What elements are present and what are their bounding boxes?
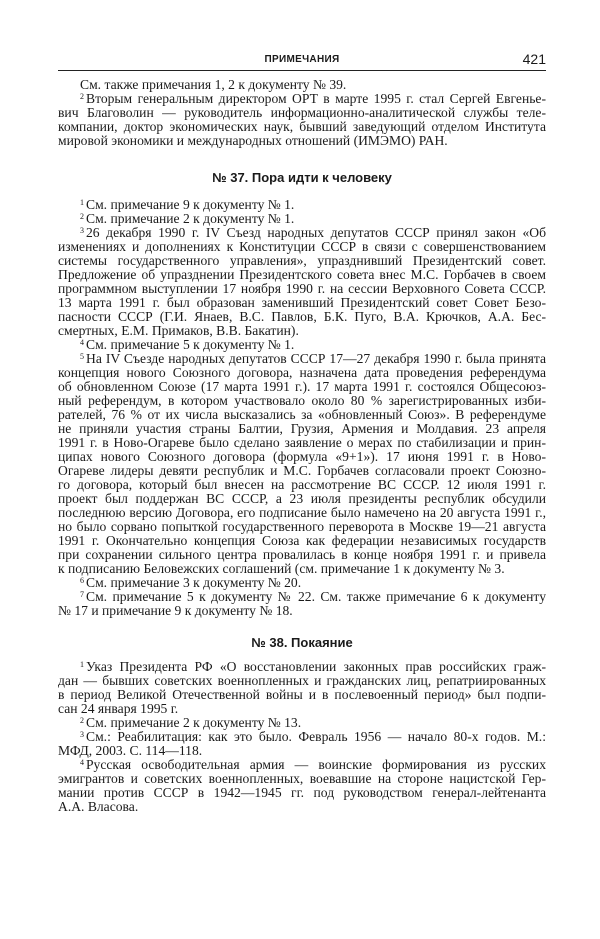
footnote-number: 2 bbox=[80, 212, 84, 221]
footnote-line bbox=[58, 730, 546, 744]
footnote-line bbox=[58, 296, 546, 310]
footnote-line bbox=[58, 744, 546, 758]
footnote-number: 2 bbox=[80, 92, 84, 101]
footnote bbox=[58, 92, 546, 148]
footnote-line bbox=[58, 394, 546, 408]
footnote-text: № 17 и примечание 9 к документу № 18. bbox=[58, 603, 293, 618]
footnote-text: Огареве лидеры девяти республик и М.С. Горбачев согласовали проект Союзно- bbox=[58, 463, 546, 478]
footnote-text: компании, доктор экономических наук, бывший заведующий отделом Института bbox=[58, 119, 546, 134]
page-number: 421 bbox=[522, 51, 546, 67]
running-title: ПРИМЕЧАНИЯ bbox=[264, 54, 340, 65]
footnote-text: А.А. Власова. bbox=[58, 799, 139, 814]
footnote-text: мании против СССР в 1942—1945 гг. под руководством генерал-лейтенанта bbox=[58, 785, 546, 800]
footnote-text: 1991 г. Окончательно концепция Союза как федерации независимых государств bbox=[58, 533, 546, 548]
footnote-text: эмигрантов и советских военнопленных, воевавшие на стороне нацистской Гер- bbox=[58, 771, 546, 786]
footnote-text: 26 декабря 1990 г. IV Съезд народных депутатов СССР принял закон «Об bbox=[86, 225, 546, 240]
footnote-text: сан 24 января 1995 г. bbox=[58, 701, 179, 716]
footnote-text: пасности СССР (Г.И. Янаев, В.С. Павлов, Б.К. Пуго, В.А. Крючков, А.А. Бес- bbox=[58, 309, 546, 324]
footnote-text: изменениях и дополнениях к Конституции СССР в связи с совершенствованием bbox=[58, 239, 546, 254]
footnote-line bbox=[58, 534, 546, 548]
footnote-text: мировой экономики и международных отношений (ИМЭМО) РАН. bbox=[58, 133, 448, 148]
footnote-text: См. примечание 5 к документу № 22. См. также примечание 6 к документу bbox=[86, 589, 546, 604]
footnote-text: концепция нового Союзного договора, назначена дата проведения референдума bbox=[58, 365, 546, 380]
footnote-text: См. примечание 2 к документу № 1. bbox=[86, 211, 295, 226]
footnote bbox=[58, 660, 546, 716]
footnote-line bbox=[58, 324, 546, 338]
footnote-text: не приняли участия страны Балтии, Грузия, Армения и Молдавия. 23 апреля bbox=[58, 421, 546, 436]
section-38-notes bbox=[58, 660, 546, 814]
footnote-line bbox=[58, 660, 546, 674]
footnote-line bbox=[58, 212, 546, 226]
footnote-line bbox=[58, 562, 546, 576]
footnote-line bbox=[58, 422, 546, 436]
footnote-text: 13 марта 1991 г. был образован заменивший Президентский совет Совет Безо- bbox=[58, 295, 546, 310]
footnote-number: 4 bbox=[80, 758, 84, 767]
footnote-text: Предложение об упразднении Президентского совета внес М.С. Горбачев в своем bbox=[58, 267, 546, 282]
footnote-text: См. также примечания 1, 2 к документу № 39. bbox=[80, 77, 347, 92]
footnote-line bbox=[58, 674, 546, 688]
footnote-text: ный референдум, в котором участвовало около 80 % зарегистрированных изби- bbox=[58, 393, 546, 408]
footnote-line bbox=[58, 78, 546, 92]
footnote-line bbox=[58, 758, 546, 772]
footnote-line bbox=[58, 478, 546, 492]
footnote-line bbox=[58, 338, 546, 352]
footnote-line bbox=[58, 134, 546, 148]
footnote bbox=[58, 78, 546, 92]
footnote-line bbox=[58, 92, 546, 106]
footnote-line bbox=[58, 590, 546, 604]
footnote-text: вич Благоволин — руководитель информационно-аналитической службы теле- bbox=[58, 105, 546, 120]
footnote-number: 1 bbox=[80, 198, 84, 207]
footnote-text: См. примечание 3 к документу № 20. bbox=[86, 575, 302, 590]
footnote-line bbox=[58, 366, 546, 380]
footnote-line bbox=[58, 352, 546, 366]
footnote bbox=[58, 758, 546, 814]
footnote-number: 4 bbox=[80, 338, 84, 347]
footnote-line bbox=[58, 408, 546, 422]
footnote-text: ципах нового Союзного договора (формула «9+1»). 17 июня 1991 г. в Ново- bbox=[58, 449, 546, 464]
footnote-line bbox=[58, 380, 546, 394]
footnote-line bbox=[58, 520, 546, 534]
footnote-line bbox=[58, 268, 546, 282]
footnote-text: Указ Президента РФ «О восстановлении законных прав российских граж- bbox=[86, 659, 546, 674]
footnote-line bbox=[58, 702, 546, 716]
footnote-text: Вторым генеральным директором ОРТ в марте 1995 г. стал Сергей Евгенье- bbox=[86, 91, 546, 106]
footnote-text: го договора, который был внесен на рассмотрение ВС СССР. 12 июля 1991 г. bbox=[58, 477, 546, 492]
footnote-text: На IV Съезде народных депутатов СССР 17—27 декабря 1990 г. была принята bbox=[86, 351, 546, 366]
footnote-text: системы государственного управления», упразднивший Президентский совет. bbox=[58, 253, 546, 268]
footnote-line bbox=[58, 226, 546, 240]
footnote-text: МФД, 2003. С. 114—118. bbox=[58, 743, 203, 758]
footnote-line bbox=[58, 604, 546, 618]
footnote-line bbox=[58, 506, 546, 520]
footnote-text: 1991 г. в Ново-Огареве было сделано заявление о мерах по стабилизации и прин- bbox=[58, 435, 546, 450]
footnote-text: См.: Реабилитация: как это было. Февраль 1956 — начало 80-х годов. М.: bbox=[86, 729, 546, 744]
footnote bbox=[58, 352, 546, 576]
footnote bbox=[58, 576, 546, 590]
footnote-line bbox=[58, 716, 546, 730]
running-header bbox=[58, 52, 546, 71]
footnote-line bbox=[58, 282, 546, 296]
footnote bbox=[58, 590, 546, 618]
footnote-number: 6 bbox=[80, 576, 84, 585]
footnote-line bbox=[58, 240, 546, 254]
footnote-text: дан — бывших советских военнопленных и гражданских лиц, репатриированных bbox=[58, 673, 546, 688]
footnote-text: программном выступлении 17 ноября 1990 г. на сессии Верховного Совета СССР. bbox=[58, 281, 546, 296]
footnote-text: смертных, Е.М. Примаков, В.В. Бакатин). bbox=[58, 323, 299, 338]
footnote-text: рателей, 76 % от их числа высказались за «обновленный Союз». В референдуме bbox=[58, 407, 546, 422]
footnote-text: в период Великой Отечественной войны и в послевоенный период» был подпи- bbox=[58, 687, 546, 702]
footnote-number: 3 bbox=[80, 226, 84, 235]
footnote-number: 3 bbox=[80, 730, 84, 739]
footnote-number: 5 bbox=[80, 352, 84, 361]
footnote-line bbox=[58, 254, 546, 268]
footnote-text: См. примечание 5 к документу № 1. bbox=[86, 337, 295, 352]
footnote-text: об обновленном Союзе (17 марта 1991 г.). 17 марта 1991 г. состоялся Общесоюз- bbox=[58, 379, 546, 394]
footnote-line bbox=[58, 786, 546, 800]
footnote-line bbox=[58, 688, 546, 702]
footnote bbox=[58, 198, 546, 212]
footnote-line bbox=[58, 464, 546, 478]
footnote bbox=[58, 226, 546, 338]
footnote-number: 2 bbox=[80, 716, 84, 725]
footnote-line bbox=[58, 772, 546, 786]
footnote-text: при сохранении сильного центра провалилась в конце ноября 1991 г. и привела bbox=[58, 547, 546, 562]
footnote-text: но было сорвано попыткой государственного переворота в Москве 19—21 августа bbox=[58, 519, 546, 534]
footnote-line bbox=[58, 492, 546, 506]
section-37-notes bbox=[58, 198, 546, 618]
footnote-text: к подписанию Беловежских соглашений (см. примечание 1 к документу № 3. bbox=[58, 561, 505, 576]
footnote-text: См. примечание 9 к документу № 1. bbox=[86, 197, 295, 212]
footnote-line bbox=[58, 436, 546, 450]
footnote bbox=[58, 338, 546, 352]
section-heading-38: № 38. Покаяние bbox=[251, 635, 353, 650]
footnote-line bbox=[58, 450, 546, 464]
footnote bbox=[58, 730, 546, 758]
intro-notes bbox=[58, 78, 546, 148]
footnote-line bbox=[58, 576, 546, 590]
footnote-text: Русская освободительная армия — воинские формирования из русских bbox=[86, 757, 546, 772]
footnote-text: проект был поддержан ВС СССР, а 23 июля президенты республик обсудили bbox=[58, 491, 546, 506]
footnote-text: последнюю версию Договора, его подписание было намечено на 20 августа 1991 г., bbox=[58, 505, 546, 520]
footnote bbox=[58, 716, 546, 730]
footnote-line bbox=[58, 120, 546, 134]
footnote-text: См. примечание 2 к документу № 13. bbox=[86, 715, 302, 730]
footnote-number: 7 bbox=[80, 590, 84, 599]
footnote-line bbox=[58, 198, 546, 212]
footnote-line bbox=[58, 800, 546, 814]
footnote-number: 1 bbox=[80, 660, 84, 669]
footnote-line bbox=[58, 548, 546, 562]
footnote-line bbox=[58, 310, 546, 324]
footnote-line bbox=[58, 106, 546, 120]
section-heading-37: № 37. Пора идти к человеку bbox=[212, 170, 392, 185]
footnote bbox=[58, 212, 546, 226]
